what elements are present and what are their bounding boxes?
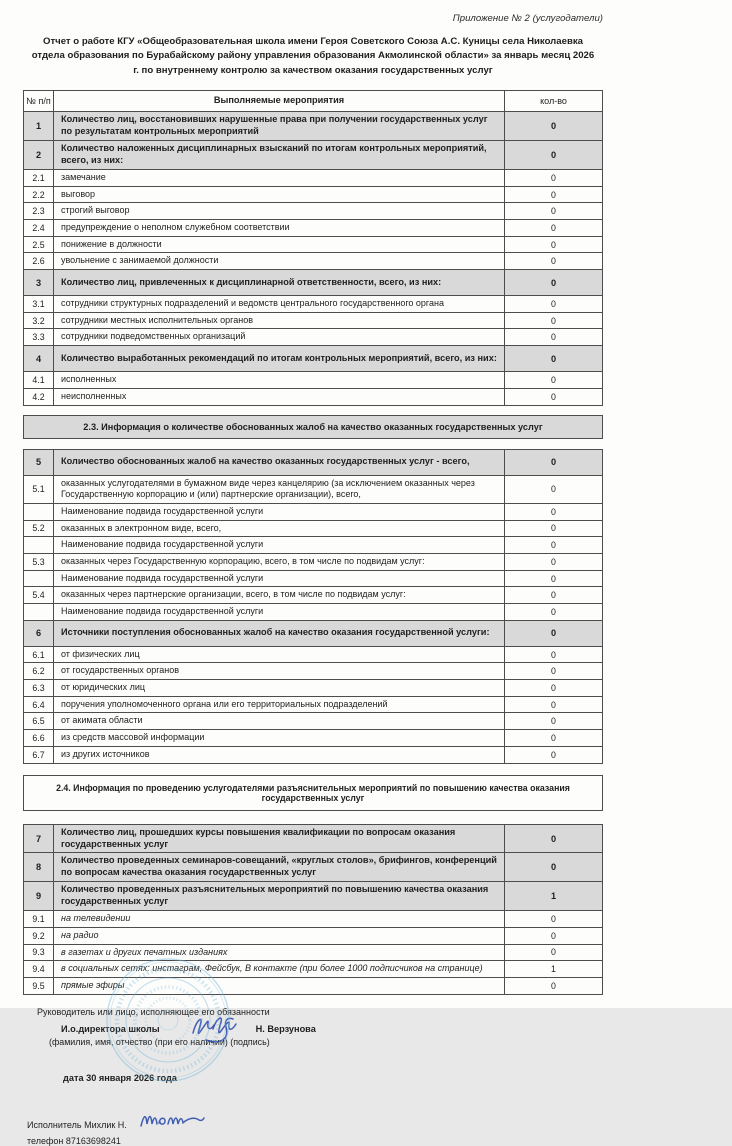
footer-head-line: Руководитель или лицо, исполняющее его обязанности xyxy=(37,1006,270,1017)
count-value: 0 xyxy=(550,628,557,639)
annex-label: Приложение № 2 (услугодатели) xyxy=(452,13,603,24)
row-number: 6.6 xyxy=(24,730,54,746)
count-value: 0 xyxy=(551,733,556,744)
table-row xyxy=(24,203,602,220)
table-row xyxy=(24,537,602,554)
row-number: 3.2 xyxy=(24,313,54,329)
activity-text: от юридических лиц xyxy=(54,680,505,696)
executor-line xyxy=(27,1115,603,1135)
activity-text: замечание xyxy=(54,170,505,186)
activity-text: строгий выговор xyxy=(54,203,505,219)
activity-text: в социальных сетях: инстаграм, Фейсбук, В контакте (при более 1000 подписчиков на странице) xyxy=(54,961,505,977)
activity-text: Наименование подвида государственной услуги xyxy=(54,571,505,587)
footer-date-line: дата 30 января 2026 года xyxy=(63,1072,177,1083)
count-value: 0 xyxy=(551,749,556,760)
activity-text: выговор xyxy=(54,187,505,203)
report-title: Отчет о работе КГУ «Общеобразовательная школа имени Героя Советского Союза А.С. Куницы села Николаевка отдела образования по Бурабайскому району управления образования Акмолинской области» за январь месяц 2026 г. по внутреннему контролю за качеством оказания государственных услуг xyxy=(31,36,595,76)
outreach-table xyxy=(23,824,603,995)
activity-text: из средств массовой информации xyxy=(54,730,505,746)
row-number: 2 xyxy=(24,141,54,169)
activity-text: оказанных через партнерские организации, всего, в том числе по подвидам услуг: xyxy=(54,587,505,603)
activity-text: Наименование подвида государственной услуги xyxy=(54,504,505,520)
row-number: 2.1 xyxy=(24,170,54,186)
count-value: 0 xyxy=(551,573,556,584)
count-value: 0 xyxy=(551,189,556,200)
row-number: 2.3 xyxy=(24,203,54,219)
table-row xyxy=(24,170,602,187)
activity-text: поручения уполномоченного органа или его территориальных подразделений xyxy=(54,697,505,713)
table-row xyxy=(24,571,602,588)
activity-text: Количество проведенных разъяснительных мероприятий по повышению качества оказания государственных услуг xyxy=(54,882,505,910)
table-row xyxy=(24,945,602,962)
activity-text: Количество выработанных рекомендаций по итогам контрольных мероприятий, всего, из них: xyxy=(54,346,505,371)
activity-text: на телевидении xyxy=(54,911,505,927)
activity-text: прямые эфиры xyxy=(54,978,505,994)
table-row xyxy=(24,853,602,882)
row-number: 6.7 xyxy=(24,747,54,763)
count-value: 0 xyxy=(551,484,556,495)
count-value: 0 xyxy=(551,649,556,660)
table-row xyxy=(24,521,602,538)
activity-text: сотрудники подведомственных организаций xyxy=(54,329,505,345)
activity-text: исполненных xyxy=(54,372,505,388)
table-row xyxy=(24,346,602,372)
activity-text: из других источников xyxy=(54,747,505,763)
signature-block xyxy=(23,1007,603,1146)
count-value: 0 xyxy=(551,391,556,402)
director-signature xyxy=(186,1013,250,1043)
activity-text: понижение в должности xyxy=(54,237,505,253)
table-row xyxy=(24,978,602,995)
count-value: 0 xyxy=(550,833,557,844)
row-number: 6 xyxy=(24,621,54,646)
activity-text: сотрудники местных исполнительных органов xyxy=(54,313,505,329)
table-row xyxy=(24,450,602,476)
control-measures-table xyxy=(23,90,603,405)
row-number: 6.4 xyxy=(24,697,54,713)
count-value: 0 xyxy=(551,914,556,925)
count-value: 0 xyxy=(550,353,557,364)
count-value: 0 xyxy=(551,523,556,534)
row-number: 5 xyxy=(24,450,54,475)
row-number: 4 xyxy=(24,346,54,371)
table-row xyxy=(24,680,602,697)
row-number: 2.5 xyxy=(24,237,54,253)
activity-text: от акимата области xyxy=(54,713,505,729)
count-value: 0 xyxy=(551,332,556,343)
table-row xyxy=(24,220,602,237)
table-row xyxy=(24,372,602,389)
activity-text: оказанных услугодателями в бумажном виде через канцелярию (за исключением оказанных через Государственную корпорацию и (или) партнерские организации), всего, xyxy=(54,476,505,503)
row-number xyxy=(24,604,54,620)
count-value: 0 xyxy=(550,457,557,468)
row-number xyxy=(24,504,54,520)
count-value: 0 xyxy=(551,716,556,727)
row-number: 3.1 xyxy=(24,296,54,312)
activity-text: неисполненных xyxy=(54,389,505,405)
section-2-3-header: 2.3. Информация о количестве обоснованных жалоб на качество оказанных государственных услуг xyxy=(23,415,603,439)
executor-label: Исполнитель Михлик Н. xyxy=(27,1119,127,1130)
column-header-activity: Выполняемые мероприятия xyxy=(54,91,505,111)
row-number: 2.4 xyxy=(24,220,54,236)
count-value: 0 xyxy=(551,298,556,309)
count-value: 0 xyxy=(551,239,556,250)
director-signature-line xyxy=(61,1019,603,1039)
table-row xyxy=(24,329,602,346)
count-value: 0 xyxy=(551,172,556,183)
count-value: 0 xyxy=(551,556,556,567)
table-row xyxy=(24,587,602,604)
count-value: 0 xyxy=(551,947,556,958)
row-number: 6.1 xyxy=(24,647,54,663)
table-row xyxy=(24,187,602,204)
count-value: 0 xyxy=(551,375,556,386)
row-number: 7 xyxy=(24,825,54,853)
activity-text: предупреждение о неполном служебном соответствии xyxy=(54,220,505,236)
count-value: 0 xyxy=(551,980,556,991)
table-row xyxy=(24,141,602,170)
page-content xyxy=(23,0,603,1146)
row-number: 4.1 xyxy=(24,372,54,388)
row-number: 9.3 xyxy=(24,945,54,961)
table-row xyxy=(24,713,602,730)
count-value: 0 xyxy=(551,682,556,693)
row-number: 6.2 xyxy=(24,663,54,679)
count-value: 0 xyxy=(551,540,556,551)
activity-text: Количество лиц, прошедших курсы повышения квалификации по вопросам оказания государственных услуг xyxy=(54,825,505,853)
row-number: 5.2 xyxy=(24,521,54,537)
table-row xyxy=(24,882,602,911)
section-2-4-header: 2.4. Информация по проведению услугодателями разъяснительных мероприятий по повышению качества оказания государственных услуг xyxy=(23,775,603,811)
row-number: 2.2 xyxy=(24,187,54,203)
table-row xyxy=(24,476,602,504)
table-row xyxy=(24,621,602,647)
count-value: 0 xyxy=(551,315,556,326)
activity-text: от физических лиц xyxy=(54,647,505,663)
activity-text: сотрудники структурных подразделений и ведомств центрального государственного органа xyxy=(54,296,505,312)
count-value: 0 xyxy=(550,862,557,873)
row-number: 3 xyxy=(24,270,54,295)
row-number: 9.1 xyxy=(24,911,54,927)
column-header-num: № п/п xyxy=(24,91,54,111)
table-row xyxy=(24,253,602,270)
table-row xyxy=(24,296,602,313)
count-value: 1 xyxy=(550,891,557,902)
count-value: 0 xyxy=(551,222,556,233)
row-number: 3.3 xyxy=(24,329,54,345)
row-number xyxy=(24,537,54,553)
table-row xyxy=(24,604,602,621)
table-row xyxy=(24,504,602,521)
count-value: 0 xyxy=(550,121,557,132)
row-number: 9 xyxy=(24,882,54,910)
count-value: 0 xyxy=(550,277,557,288)
activity-text: увольнение с занимаемой должности xyxy=(54,253,505,269)
table-header-row xyxy=(24,91,602,112)
table-row xyxy=(24,825,602,854)
count-value: 0 xyxy=(551,699,556,710)
activity-text: в газетах и других печатных изданиях xyxy=(54,945,505,961)
row-number: 1 xyxy=(24,112,54,140)
executor-phone: телефон 87163698241 xyxy=(27,1135,121,1146)
count-value: 0 xyxy=(550,150,557,161)
footer-explain-line: (фамилия, имя, отчество (при его наличии) (подпись) xyxy=(49,1036,270,1047)
table-row xyxy=(24,270,602,296)
row-number: 9.4 xyxy=(24,961,54,977)
activity-text: Количество обоснованных жалоб на качество оказанных государственных услуг - всего, xyxy=(54,450,505,475)
row-number: 5.3 xyxy=(24,554,54,570)
table-row xyxy=(24,663,602,680)
activity-text: Наименование подвида государственной услуги xyxy=(54,537,505,553)
count-value: 0 xyxy=(551,606,556,617)
activity-text: Количество проведенных семинаров-совещаний, «круглых столов», брифингов, конференций по вопросам качества оказания государственных услуг xyxy=(54,853,505,881)
count-value: 0 xyxy=(551,590,556,601)
table-row xyxy=(24,237,602,254)
activity-text: Наименование подвида государственной услуги xyxy=(54,604,505,620)
row-number: 8 xyxy=(24,853,54,881)
row-number: 9.2 xyxy=(24,928,54,944)
activity-text: оказанных через Государственную корпорацию, всего, в том числе по подвидам услуг: xyxy=(54,554,505,570)
count-value: 0 xyxy=(551,506,556,517)
row-number: 5.4 xyxy=(24,587,54,603)
row-number: 2.6 xyxy=(24,253,54,269)
count-value: 0 xyxy=(551,930,556,941)
activity-text: оказанных в электронном виде, всего, xyxy=(54,521,505,537)
table-row xyxy=(24,647,602,664)
activity-text: от государственных органов xyxy=(54,663,505,679)
count-value: 0 xyxy=(551,256,556,267)
director-position: И.о.директора школы xyxy=(61,1023,160,1034)
row-number: 6.5 xyxy=(24,713,54,729)
activity-text: Источники поступления обоснованных жалоб на качество оказания государственной услуги: xyxy=(54,621,505,646)
director-name: Н. Верзунова xyxy=(255,1023,316,1034)
row-number: 9.5 xyxy=(24,978,54,994)
table-row xyxy=(24,961,602,978)
executor-signature xyxy=(137,1107,207,1135)
table-row xyxy=(24,389,602,406)
row-number: 6.3 xyxy=(24,680,54,696)
activity-text: Количество наложенных дисциплинарных взысканий по итогам контрольных мероприятий, всего, из них: xyxy=(54,141,505,169)
table-row xyxy=(24,747,602,764)
activity-text: Количество лиц, восстановивших нарушенные права при получении государственных услуг по результатам контрольных мероприятий xyxy=(54,112,505,140)
row-number xyxy=(24,571,54,587)
column-header-count: кол-во xyxy=(540,96,567,107)
table-row xyxy=(24,911,602,928)
complaints-table xyxy=(23,449,603,764)
activity-text: на радио xyxy=(54,928,505,944)
row-number: 4.2 xyxy=(24,389,54,405)
table-row xyxy=(24,928,602,945)
count-value: 0 xyxy=(551,666,556,677)
table-row xyxy=(24,697,602,714)
table-row xyxy=(24,112,602,141)
table-row xyxy=(24,313,602,330)
table-row xyxy=(24,730,602,747)
table-row xyxy=(24,554,602,571)
count-value: 0 xyxy=(551,206,556,217)
count-value: 1 xyxy=(551,964,556,975)
activity-text: Количество лиц, привлеченных к дисциплинарной ответственности, всего, из них: xyxy=(54,270,505,295)
row-number: 5.1 xyxy=(24,476,54,503)
